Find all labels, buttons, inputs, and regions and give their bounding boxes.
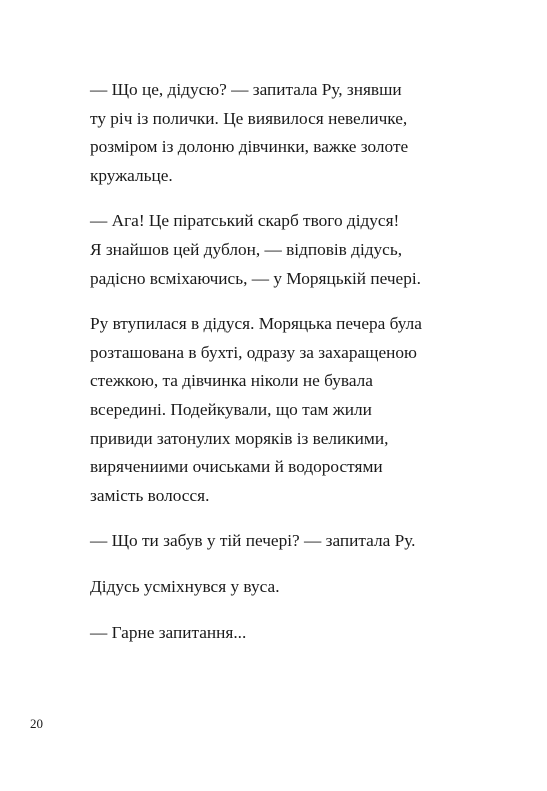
text-line: — Що ти забув у тій печері? — запитала Ру. xyxy=(90,531,416,551)
paragraph xyxy=(90,527,470,556)
text-line: розташована в бухті, одразу за захаращеною xyxy=(90,342,417,362)
text-line: стежкою, та дівчинка ніколи не бувала xyxy=(90,371,373,391)
text-line: Я знайшов цей дублон, — відповів дідусь, xyxy=(90,239,403,259)
text-line: — Гарне запитання... xyxy=(90,622,247,642)
text-line: Дідусь усміхнувся у вуса. xyxy=(90,576,280,596)
paragraph xyxy=(90,207,470,293)
text-line: ту річ із полички. Це виявилося невеличке, xyxy=(90,108,408,128)
text-line: розміром із долоню дівчинки, важке золоте xyxy=(90,137,409,157)
paragraph xyxy=(90,573,470,602)
text-line: всередині. Подейкували, що там жили xyxy=(90,399,372,419)
text-line: — Що це, дідусю? — запитала Ру, знявши xyxy=(90,80,402,99)
text-line: Ру втупилася в дідуся. Моряцька печера була xyxy=(90,314,422,334)
text-line: радісно всміхаючись, — у Моряцькій печері. xyxy=(90,268,421,288)
page-number: 20 xyxy=(30,716,43,731)
text-line: замість волосся. xyxy=(90,485,210,505)
text-line: кружальце. xyxy=(90,165,173,185)
text-line: вирячениими очиськами й водоростями xyxy=(90,457,383,477)
paragraph xyxy=(90,310,470,510)
paragraph xyxy=(90,619,470,648)
paragraph xyxy=(90,76,470,190)
text-line: привиди затонулих моряків із великими, xyxy=(90,428,389,448)
text-line: — Ага! Це піратський скарб твого дідуся! xyxy=(90,211,400,231)
body-text xyxy=(90,76,470,664)
